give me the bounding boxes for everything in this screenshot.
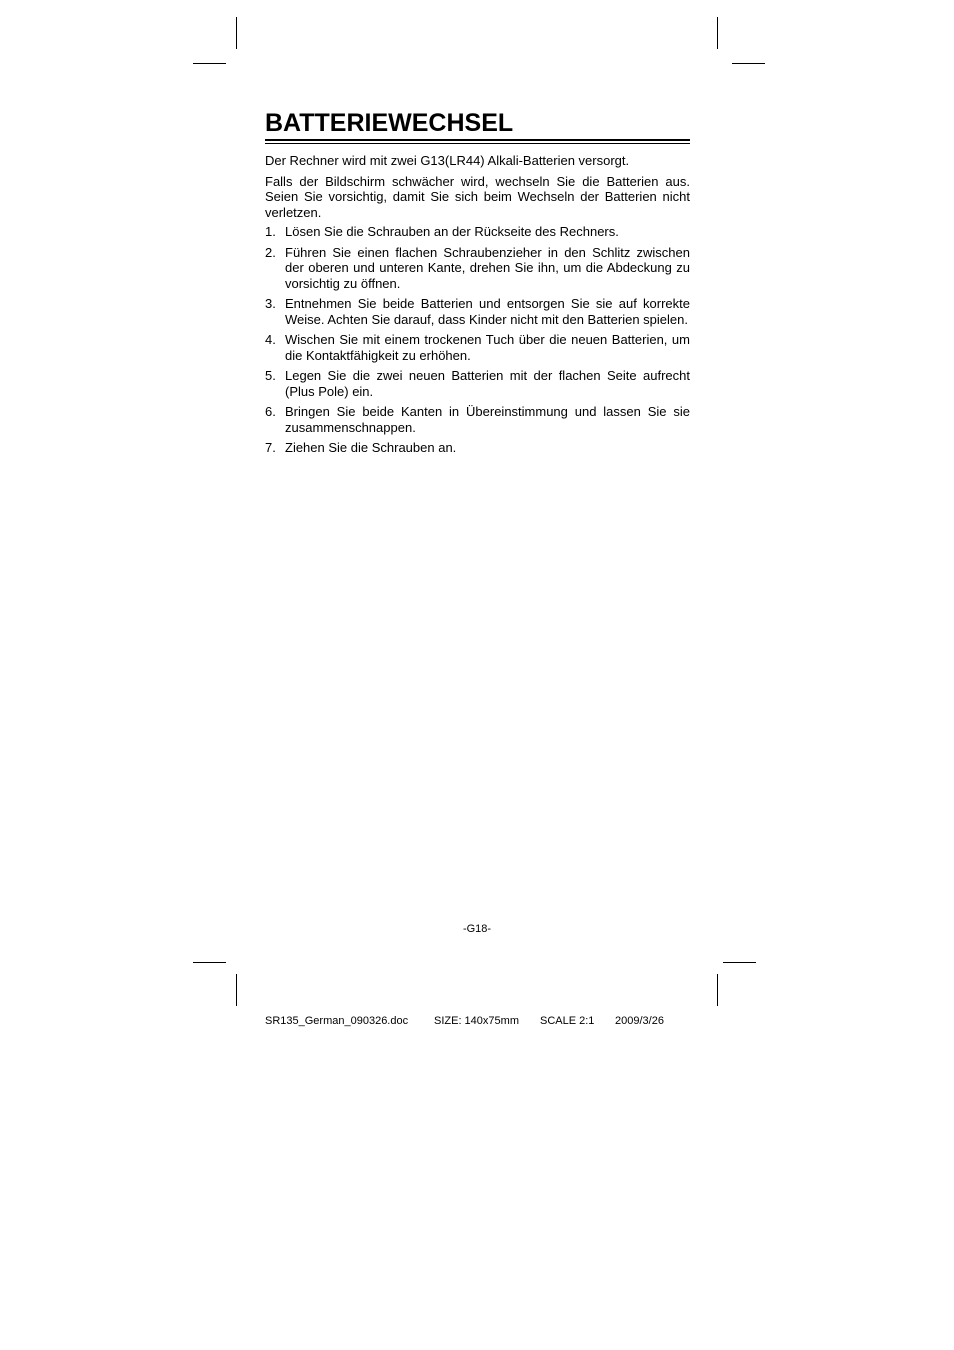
step-text: Ziehen Sie die Schrauben an.	[285, 440, 457, 455]
step-text: Wischen Sie mit einem trockenen Tuch über die neuen Batterien, um die Kontaktfähigkeit zu erhöhen.	[285, 332, 690, 363]
intro-paragraph-1: Der Rechner wird mit zwei G13(LR44) Alkali-Batterien versorgt.	[265, 153, 630, 168]
footer-size: SIZE: 140x75mm	[434, 1015, 519, 1027]
crop-mark-top-left-horizontal	[193, 63, 226, 64]
step-text: Bringen Sie beide Kanten in Übereinstimmung und lassen Sie sie zusammenschnappen.	[285, 404, 690, 435]
step-number: 2.	[265, 244, 276, 260]
step-number: 7.	[265, 440, 276, 455]
page-content	[265, 108, 690, 461]
step-number: 3.	[265, 296, 276, 311]
crop-mark-bottom-right-horizontal	[723, 962, 756, 963]
crop-mark-top-right-vertical	[717, 17, 718, 49]
step-number: 5.	[265, 368, 276, 383]
footer-scale: SCALE 2:1	[540, 1015, 595, 1027]
title-rule-thin	[265, 143, 690, 144]
list-item	[265, 245, 690, 292]
crop-mark-bottom-left-horizontal	[193, 962, 226, 963]
step-number: 1.	[265, 224, 276, 239]
list-item	[265, 296, 690, 327]
list-item	[265, 440, 690, 456]
crop-mark-top-left-vertical	[236, 17, 237, 49]
crop-mark-bottom-right-vertical	[717, 974, 718, 1006]
intro-paragraph-2: Falls der Bildschirm schwächer wird, wechseln Sie die Batterien aus. Seien Sie vorsichtig, damit Sie sich beim Wechseln der Batterien nicht verletzen.	[265, 173, 690, 220]
crop-mark-top-right-horizontal	[732, 63, 765, 64]
page-number: -G18-	[462, 923, 492, 935]
list-item	[265, 224, 690, 240]
step-text: Legen Sie die zwei neuen Batterien mit der flachen Seite aufrecht (Plus Pole) ein.	[285, 368, 690, 399]
list-item	[265, 368, 690, 399]
step-text: Lösen Sie die Schrauben an der Rückseite des Rechners.	[285, 224, 619, 239]
crop-mark-bottom-left-vertical	[236, 974, 237, 1006]
footer-filename: SR135_German_090326.doc	[265, 1015, 409, 1027]
footer-date: 2009/3/26	[615, 1015, 664, 1027]
step-text: Führen Sie einen flachen Schraubenzieher in den Schlitz zwischen der oberen und unteren Kante, drehen Sie ihn, um die Abdeckung zu vorsichtig zu öffnen.	[285, 244, 690, 291]
title-rule-thick	[265, 139, 690, 141]
page-title: BATTERIEWECHSEL	[265, 109, 514, 137]
step-text: Entnehmen Sie beide Batterien und entsorgen Sie sie auf korrekte Weise. Achten Sie darauf, dass Kinder nicht mit den Batterien spielen.	[285, 296, 690, 327]
list-item	[265, 332, 690, 363]
steps-list	[265, 224, 690, 456]
list-item	[265, 404, 690, 435]
step-number: 4.	[265, 332, 276, 347]
step-number: 6.	[265, 404, 276, 419]
